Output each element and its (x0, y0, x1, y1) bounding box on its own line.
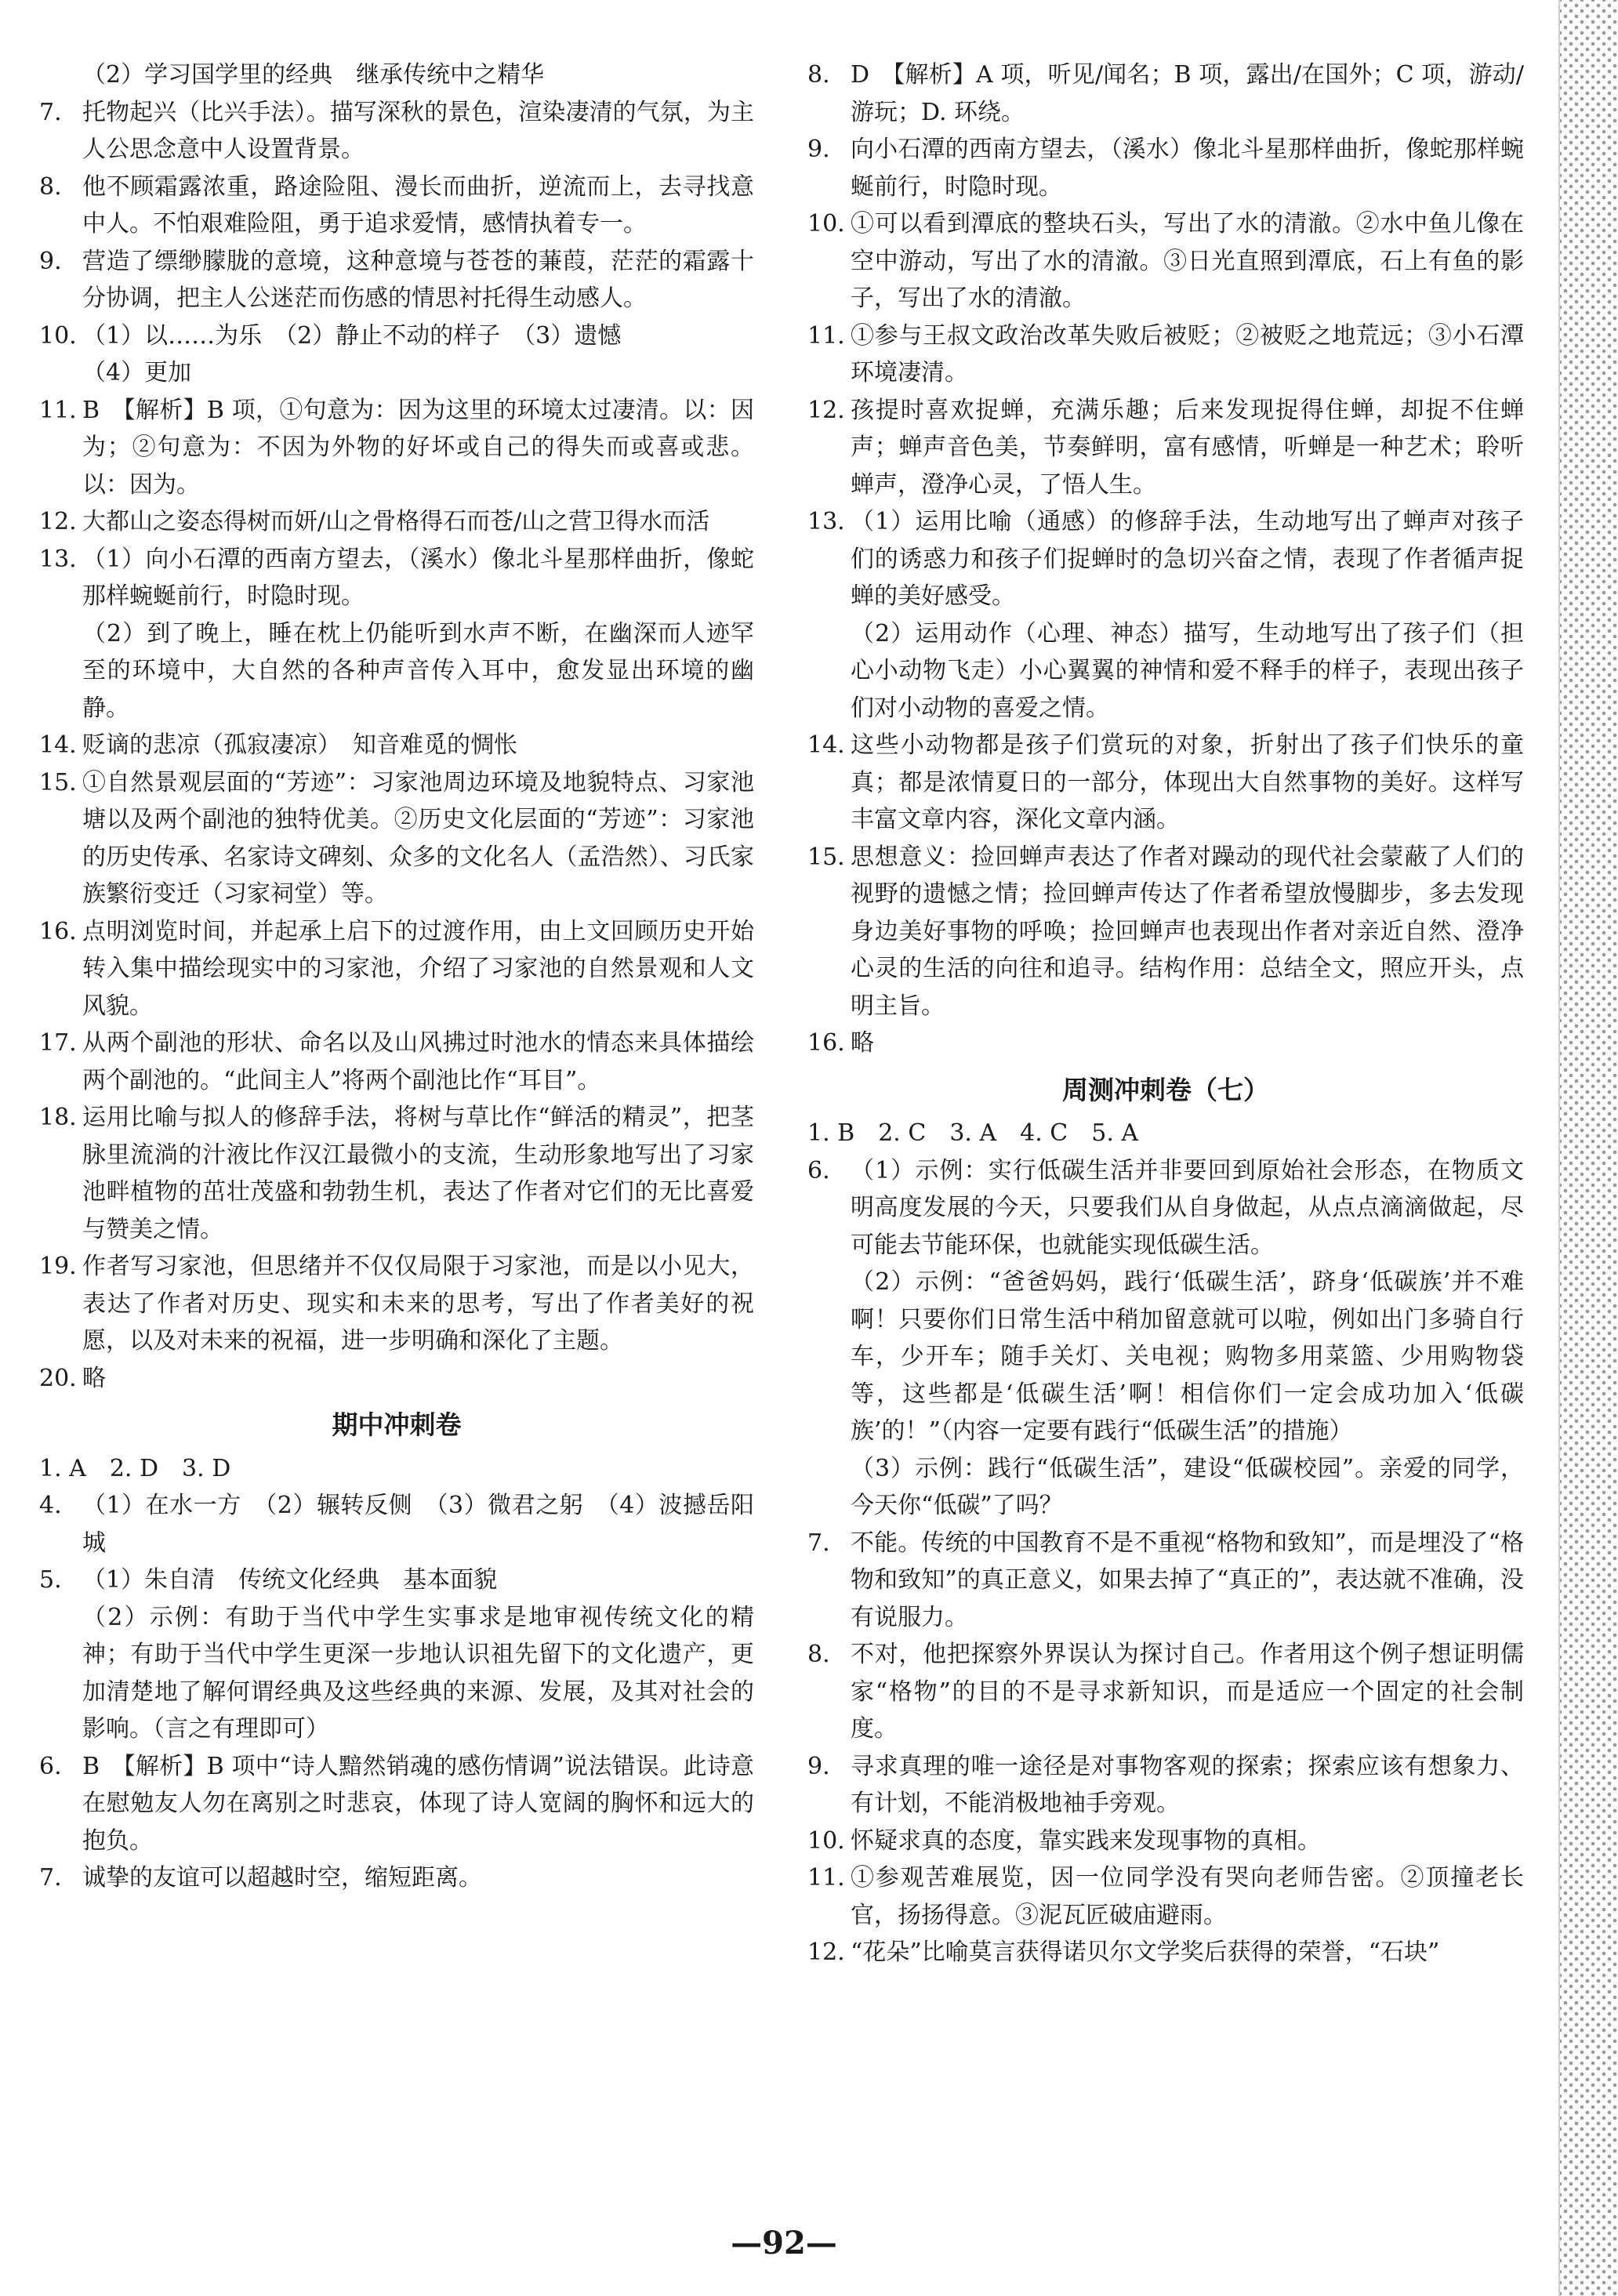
answer-item (807, 131, 1524, 205)
question-number: 16. (39, 917, 77, 945)
question-number: 13. (39, 545, 77, 573)
question-number: 13. (807, 508, 845, 535)
answer-text (851, 1748, 1524, 1823)
answer-line: 1. B 2. C 3. A 4. C 5. A (807, 1119, 1139, 1147)
question-number: 9. (39, 247, 62, 275)
question-number: 15. (39, 768, 77, 796)
answer-item (39, 764, 754, 913)
answer-line: 诚挚的友谊可以超越时空，缩短距离。 (82, 1864, 482, 1892)
answer-line: “花朵”比喻莫言获得诺贝尔文学奖后获得的荣誉，“石块” (851, 1939, 1440, 1966)
answer-item (39, 1487, 754, 1561)
answer-item (39, 1561, 754, 1748)
answer-text (82, 392, 754, 504)
question-number: 11. (807, 321, 845, 350)
answer-item (807, 317, 1524, 392)
answer-item (807, 56, 1524, 131)
answer-text (851, 1152, 1524, 1525)
answer-line: 略 (851, 1029, 874, 1057)
answer-item (807, 503, 1524, 727)
answer-text (851, 839, 1524, 1025)
answer-item (807, 1636, 1524, 1748)
answer-text (82, 1859, 754, 1897)
answer-item (807, 205, 1524, 317)
question-number: 8. (807, 1641, 830, 1668)
answer-item (39, 1748, 754, 1860)
answer-text (82, 317, 754, 392)
question-number: 10. (807, 1826, 845, 1855)
answer-item (39, 1025, 754, 1099)
answer-line: B 【解析】B 项，①句意为：因为这里的环境太过凄清。以：因为；②句意为：不因为外物的好坏或自己的得失而或喜或悲。以：因为。 (82, 396, 754, 499)
answer-item (39, 94, 754, 169)
answer-text (82, 1248, 754, 1360)
answer-text (851, 56, 1524, 131)
answer-line: （1）在水一方 （2）辗转反侧 （3）微君之躬 （4）波撼岳阳城 (82, 1492, 754, 1557)
answer-text (851, 131, 1524, 205)
question-number: 7. (807, 1529, 830, 1557)
answer-text (82, 1099, 754, 1248)
answer-item (807, 1934, 1524, 1971)
answer-text (82, 764, 754, 913)
answer-text (851, 1025, 1524, 1062)
question-number: 14. (807, 731, 845, 759)
answer-line: B 【解析】B 项中“诗人黯然销魂的感伤情调”说法错误。此诗意在慰勉友人勿在离别之时悲哀，体现了诗人宽阔的胸怀和远大的抱负。 (82, 1752, 754, 1855)
answer-item (39, 56, 754, 94)
answer-line: （1）运用比喻（通感）的修辞手法，生动地写出了蝉声对孩子们的诱惑力和孩子们捉蝉时的急切兴奋之情，表现了作者循声捉蝉的美好感受。 (851, 508, 1524, 610)
question-number: 7. (39, 98, 62, 126)
answer-item (807, 1525, 1524, 1637)
answer-item (39, 1360, 754, 1398)
answer-subline: （2）示例：“爸爸妈妈，践行‘低碳生活’，跻身‘低碳族’并不难啊！只要你们日常生活中稍加留意就可以啦，例如出门多骑自行车，少开车；随手关灯、关电视；购物多用菜篮、少用购物袋等，这些都是‘低碳生活’啊！相信你们一定会成功加入‘低碳族’的！”（内容一定要有践行“低碳生活”的措施） (851, 1268, 1524, 1445)
question-number: 12. (39, 508, 77, 535)
question-number: 8. (807, 61, 830, 89)
question-number: 10. (39, 321, 77, 350)
answer-line: 不对，他把探察外界误认为探讨自己。作者用这个例子想证明儒家“格物”的目的不是寻求新知识，而是适应一个固定的社会制度。 (851, 1641, 1524, 1743)
answer-text (851, 1859, 1524, 1934)
answer-item (39, 317, 754, 392)
answer-text (851, 1934, 1524, 1971)
answer-line: 1. A 2. D 3. D (39, 1454, 231, 1482)
question-number: 7. (39, 1864, 62, 1892)
answer-text (82, 727, 754, 764)
question-number: 4. (39, 1492, 62, 1519)
answer-line: 贬谪的悲凉（孤寂凄凉） 知音难觅的惆怅 (82, 731, 517, 759)
answer-line: （1）朱自清 传统文化经典 基本面貌 (82, 1566, 498, 1594)
answer-item (39, 243, 754, 317)
answer-item (807, 392, 1524, 504)
question-number: 9. (807, 1752, 830, 1780)
answer-subline: （4）更加 (82, 359, 192, 386)
answer-item (39, 169, 754, 243)
section-heading: 周测冲刺卷（七） (1062, 1074, 1269, 1105)
answer-line: 大都山之姿态得树而妍/山之骨格得石而苍/山之营卫得水而活 (82, 508, 710, 535)
answer-item (39, 1450, 754, 1488)
answer-item (807, 1025, 1524, 1062)
answer-line: 托物起兴（比兴手法）。描写深秋的景色，渲染凄清的气氛，为主人公思念意中人设置背景。 (82, 98, 754, 163)
question-number: 18. (39, 1104, 77, 1131)
answer-line: 这些小动物都是孩子们赏玩的对象，折射出了孩子们快乐的童真；都是浓情夏日的一部分，体现出大自然事物的美好。这样写丰富文章内容，深化文章内涵。 (851, 731, 1524, 833)
answer-line: 向小石潭的西南方望去，（溪水）像北斗星那样曲折，像蛇那样蜿蜒前行，时隐时现。 (851, 136, 1524, 201)
question-number: 16. (807, 1029, 845, 1057)
answer-line: 略 (82, 1364, 106, 1392)
question-number: 19. (39, 1253, 77, 1280)
question-number: 17. (39, 1029, 77, 1057)
answer-item (807, 727, 1524, 839)
answer-text (82, 243, 754, 317)
answer-line: 思想意义：捡回蝉声表达了作者对躁动的现代社会蒙蔽了人们的视野的遗憾之情；捡回蝉声传达了作者希望放慢脚步，多去发现身边美好事物的呼唤；捡回蝉声也表现出作者对亲近自然、澄净心灵的生活的向往和追寻。结构作用：总结全文，照应开头，点明主旨。 (851, 843, 1524, 1020)
answer-item (39, 913, 754, 1025)
answer-item (39, 392, 754, 504)
answer-line: 营造了缥缈朦胧的意境，这种意境与苍苍的蒹葭，茫茫的霜露十分协调，把主人公迷茫而伤感的情思衬托得生动感人。 (82, 247, 754, 312)
answer-text (82, 1360, 754, 1398)
answer-text (807, 1115, 1524, 1152)
question-number: 8. (39, 172, 62, 201)
answer-line: 作者写习家池，但思绪并不仅仅局限于习家池，而是以小见大，表达了作者对历史、现实和未来的思考，写出了作者美好的祝愿，以及对未来的祝福，进一步明确和深化了主题。 (82, 1253, 754, 1355)
answer-item (807, 1823, 1524, 1860)
answer-text (851, 727, 1524, 839)
answer-subline: （2）示例：有助于当代中学生实事求是地审视传统文化的精神；有助于当代中学生更深一步地认识祖先留下的文化遗产，更加清楚地了解何谓经典及这些经典的来源、发展，及其对社会的影响。（言之有理即可） (82, 1603, 754, 1743)
question-number: 6. (807, 1156, 830, 1184)
answer-text (82, 913, 754, 1025)
answer-text (851, 1823, 1524, 1860)
answer-line: （1）示例：实行低碳生活并非要回到原始社会形态，在物质文明高度发展的今天，只要我们从自身做起，从点点滴滴做起，尽可能去节能环保，也就能实现低碳生活。 (851, 1156, 1524, 1259)
answer-text (851, 1525, 1524, 1637)
answer-item (39, 503, 754, 541)
question-number: 11. (39, 396, 77, 424)
answer-line: 怀疑求真的态度，靠实践来发现事物的真相。 (851, 1826, 1321, 1855)
answer-line: 不能。传统的中国教育不是不重视“格物和致知”，而是埋没了“格物和致知”的真正意义，如果去掉了“真正的”，表达就不准确，没有说服力。 (851, 1529, 1524, 1631)
answer-text (82, 1487, 754, 1561)
answer-line: （2）学习国学里的经典 继承传统中之精华 (82, 61, 545, 89)
answer-line: ①参观苦难展览，因一位同学没有哭向老师告密。②顶撞老长官，扬扬得意。③泥瓦匠破庙避雨。 (851, 1864, 1524, 1929)
answer-text (851, 1636, 1524, 1748)
answer-text (82, 1748, 754, 1860)
answer-text (82, 541, 754, 727)
section-heading: 期中冲刺卷 (332, 1409, 462, 1440)
answer-item (39, 1248, 754, 1360)
answer-line: 他不顾霜露浓重，路途险阻、漫长而曲折，逆流而上，去寻找意中人。不怕艰难险阻，勇于追求爱情，感情执着专一。 (82, 172, 754, 238)
answer-item (39, 1859, 754, 1897)
answer-item (807, 1115, 1524, 1152)
answer-text (82, 169, 754, 243)
right-column (807, 56, 1524, 1971)
answer-text (851, 392, 1524, 504)
answer-line: （1）以……为乐 （2）静止不动的样子 （3）遗憾 (82, 321, 622, 350)
answer-text (82, 1561, 754, 1748)
answer-item (807, 1748, 1524, 1823)
answer-line: D 【解析】A 项，听见/闻名；B 项，露出/在国外；C 项，游动/游玩；D. 环绕。 (851, 61, 1524, 126)
answer-line: 寻求真理的唯一途径是对事物客观的探索；探索应该有想象力、有计划，不能消极地袖手旁观。 (851, 1752, 1524, 1817)
answer-line: 孩提时喜欢捉蝉，充满乐趣；后来发现捉得住蝉，却捉不住蝉声；蝉声音色美，节奏鲜明，富有感情，听蝉是一种艺术；聆听蝉声，澄净心灵，了悟人生。 (851, 396, 1524, 499)
answer-line: 运用比喻与拟人的修辞手法，将树与草比作“鲜活的精灵”，把茎脉里流淌的汁液比作汉江最微小的支流，生动形象地写出了习家池畔植物的茁壮茂盛和勃勃生机，表达了作者对它们的无比喜爱与赞美之情。 (82, 1104, 754, 1243)
question-number: 10. (807, 210, 845, 238)
answer-item (39, 1099, 754, 1248)
page-number: —92— (731, 2225, 837, 2262)
answer-text (82, 503, 754, 541)
answer-item (39, 541, 754, 727)
answer-line: ①自然景观层面的“芳迹”：习家池周边环境及地貌特点、习家池塘以及两个副池的独特优美。②历史文化层面的“芳迹”：习家池的历史传承、名家诗文碑刻、众多的文化名人（孟浩然）、习氏家族繁衍变迁（习家祠堂）等。 (82, 768, 754, 908)
answer-item (39, 727, 754, 764)
left-column (39, 56, 754, 1897)
question-number: 12. (807, 1939, 845, 1966)
question-number: 11. (807, 1864, 845, 1892)
question-number: 5. (39, 1566, 62, 1594)
answer-text (39, 1450, 754, 1488)
answer-text (851, 317, 1524, 392)
question-number: 12. (807, 396, 845, 424)
answer-text (82, 1025, 754, 1099)
answer-text (82, 94, 754, 169)
answer-line: （1）向小石潭的西南方望去，（溪水）像北斗星那样曲折，像蛇那样蜿蜒前行，时隐时现。 (82, 545, 754, 610)
answer-subline: （2）运用动作（心理、神态）描写，生动地写出了孩子们（担心小动物飞走）小心翼翼的神情和爱不释手的样子，表现出孩子们对小动物的喜爱之情。 (851, 619, 1524, 722)
question-number: 15. (807, 843, 845, 871)
answer-line: ①可以看到潭底的整块石头，写出了水的清澈。②水中鱼儿像在空中游动，写出了水的清澈。③日光直照到潭底，石上有鱼的影子，写出了水的清澈。 (851, 210, 1524, 312)
question-number: 6. (39, 1752, 62, 1780)
answer-item (807, 1152, 1524, 1525)
question-number: 9. (807, 136, 830, 163)
answer-item (807, 1859, 1524, 1934)
answer-text (82, 56, 754, 94)
answer-line: 点明浏览时间，并起承上启下的过渡作用，由上文回顾历史开始转入集中描绘现实中的习家池，介绍了习家池的自然景观和人文风貌。 (82, 917, 754, 1020)
answer-text (851, 503, 1524, 727)
answer-line: 从两个副池的形状、命名以及山风拂过时池水的情态来具体描绘两个副池的。“此间主人”将两个副池比作“耳目”。 (82, 1029, 754, 1094)
answer-line: ①参与王叔文政治改革失败后被贬；②被贬之地荒远；③小石潭环境凄清。 (851, 321, 1524, 386)
question-number: 20. (39, 1364, 77, 1392)
answer-subline: （3）示例：践行“低碳生活”，建设“低碳校园”。亲爱的同学，今天你“低碳”了吗？ (851, 1454, 1524, 1519)
question-number: 14. (39, 731, 77, 759)
side-halftone-strip (1558, 0, 1618, 2296)
answer-subline: （2）到了晚上，睡在枕上仍能听到水声不断，在幽深而人迹罕至的环境中，大自然的各种声音传入耳中，愈发显出环境的幽静。 (82, 619, 754, 722)
answer-text (851, 205, 1524, 317)
answer-item (807, 839, 1524, 1025)
